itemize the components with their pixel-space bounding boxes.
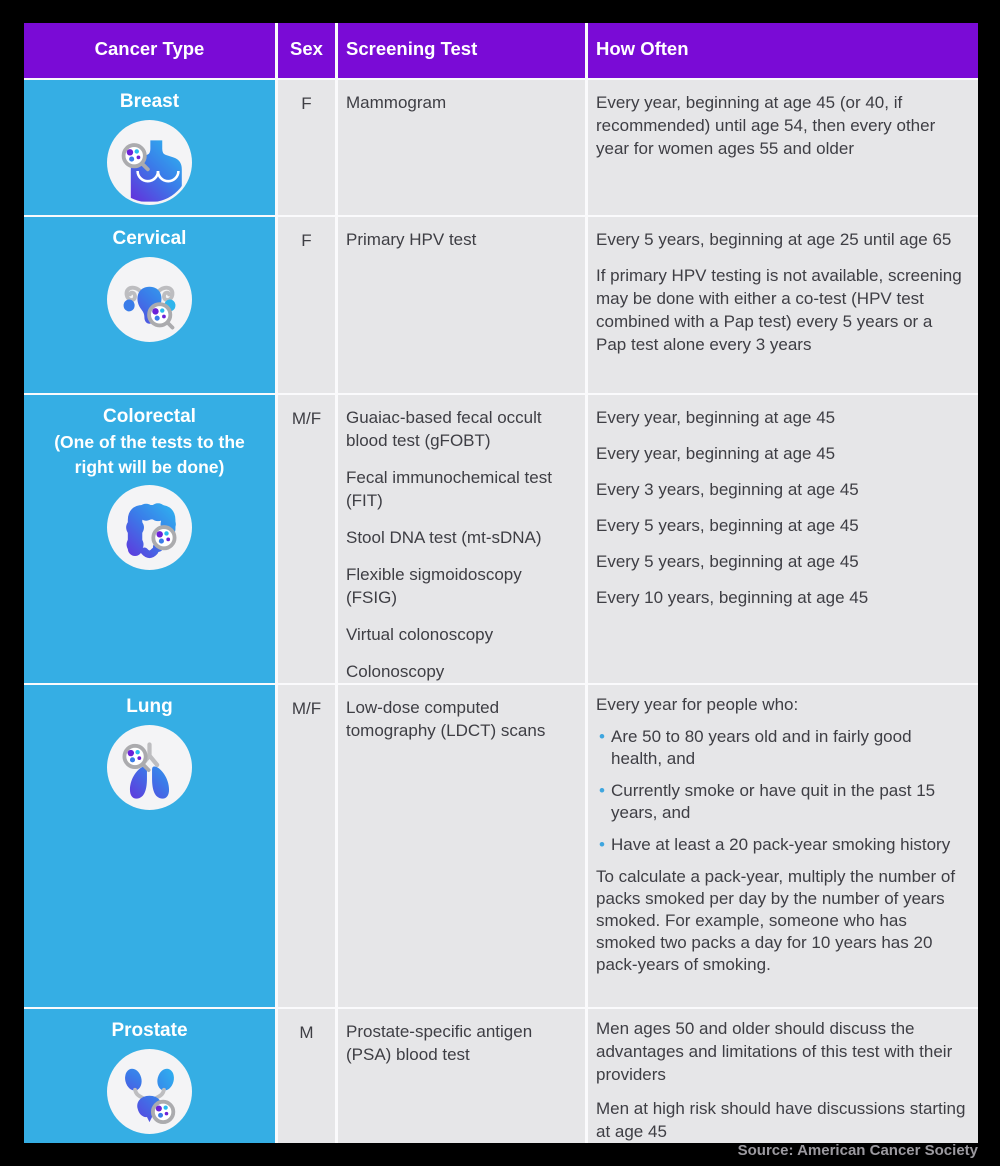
breast-cancer-icon (24, 120, 275, 205)
row-cervical-type-cell (24, 217, 275, 393)
cancer-type-note: (One of the tests to the right will be done) (54, 432, 245, 477)
row-prostate-tests-cell: Prostate-specific antigen (PSA) blood test (338, 1009, 585, 1143)
row-prostate-often-cell: Men ages 50 and older should discuss the advantages and limitations of this test with their providers Men at high risk should have discussions starting at age 45 (588, 1009, 978, 1143)
row-colorectal-often-cell: Every year, beginning at age 45 Every year, beginning at age 45 Every 3 years, beginning at age 45 Every 5 years, beginning at age 45 Every 5 years, beginning at age 45 Every 10 years, beginning at age 45 (588, 395, 978, 683)
header-cancer-type: Cancer Type (24, 23, 275, 78)
cancer-type-label: Lung (126, 696, 173, 717)
row-lung-tests-cell: Low-dose computed tomography (LDCT) scans (338, 685, 585, 1007)
row-cervical-sex-cell: F (278, 217, 335, 393)
source-attribution: Source: American Cancer Society (737, 1142, 978, 1159)
cervical-cancer-icon (24, 257, 275, 342)
row-cervical-tests-cell: Primary HPV test (338, 217, 585, 393)
row-cervical-often-cell: Every 5 years, beginning at age 25 until age 65 If primary HPV testing is not available, screening may be done with either a co-test (HPV test combined with a Pap test) every 5 years or a Pap test alone every 3 years (588, 217, 978, 393)
row-colorectal-tests-cell: Guaiac-based fecal occult blood test (gFOBT) Fecal immunochemical test (FIT) Stool DNA test (mt-sDNA) Flexible sigmoidoscopy (FSIG) Virtual colonoscopy Colonoscopy (338, 395, 585, 683)
row-colorectal-sex-cell: M/F (278, 395, 335, 683)
row-lung-type-cell (24, 685, 275, 1007)
header-how-often: How Often (588, 23, 978, 78)
cancer-type-label: Colorectal (103, 406, 196, 427)
row-breast-sex-cell: F (278, 80, 335, 215)
row-lung-sex-cell: M/F (278, 685, 335, 1007)
row-colorectal-type-cell (24, 395, 275, 683)
row-breast-tests-cell: Mammogram (338, 80, 585, 215)
row-lung-often-cell: Every year for people who: • Are 50 to 80 years old and in fairly good health, and • Currently smoke or have quit in the past 15 years, and • Have at least a 20 pack-year smoking history To calculate a pack-year, multiply the number of packs smoked per day by the number of years smoked. For example, someone who has smoked two packs a day for 10 years has 20 pack-years of smoking. (588, 685, 978, 1007)
cancer-type-label: Breast (119, 91, 180, 112)
prostate-cancer-icon (24, 1049, 275, 1134)
header-screening-test: Screening Test (338, 23, 585, 78)
colorectal-cancer-icon (24, 485, 275, 570)
cancer-type-label: Prostate (111, 1020, 188, 1041)
row-breast-type-cell (24, 80, 275, 215)
row-prostate-sex-cell: M (278, 1009, 335, 1143)
lung-cancer-icon (24, 725, 275, 810)
row-prostate-type-cell (24, 1009, 275, 1143)
cancer-screening-table (24, 23, 978, 1143)
row-breast-often-cell: Every year, beginning at age 45 (or 40, if recommended) until age 54, then every other year for women ages 55 and older (588, 80, 978, 215)
header-sex: Sex (278, 23, 335, 78)
cancer-type-label: Cervical (112, 228, 187, 249)
